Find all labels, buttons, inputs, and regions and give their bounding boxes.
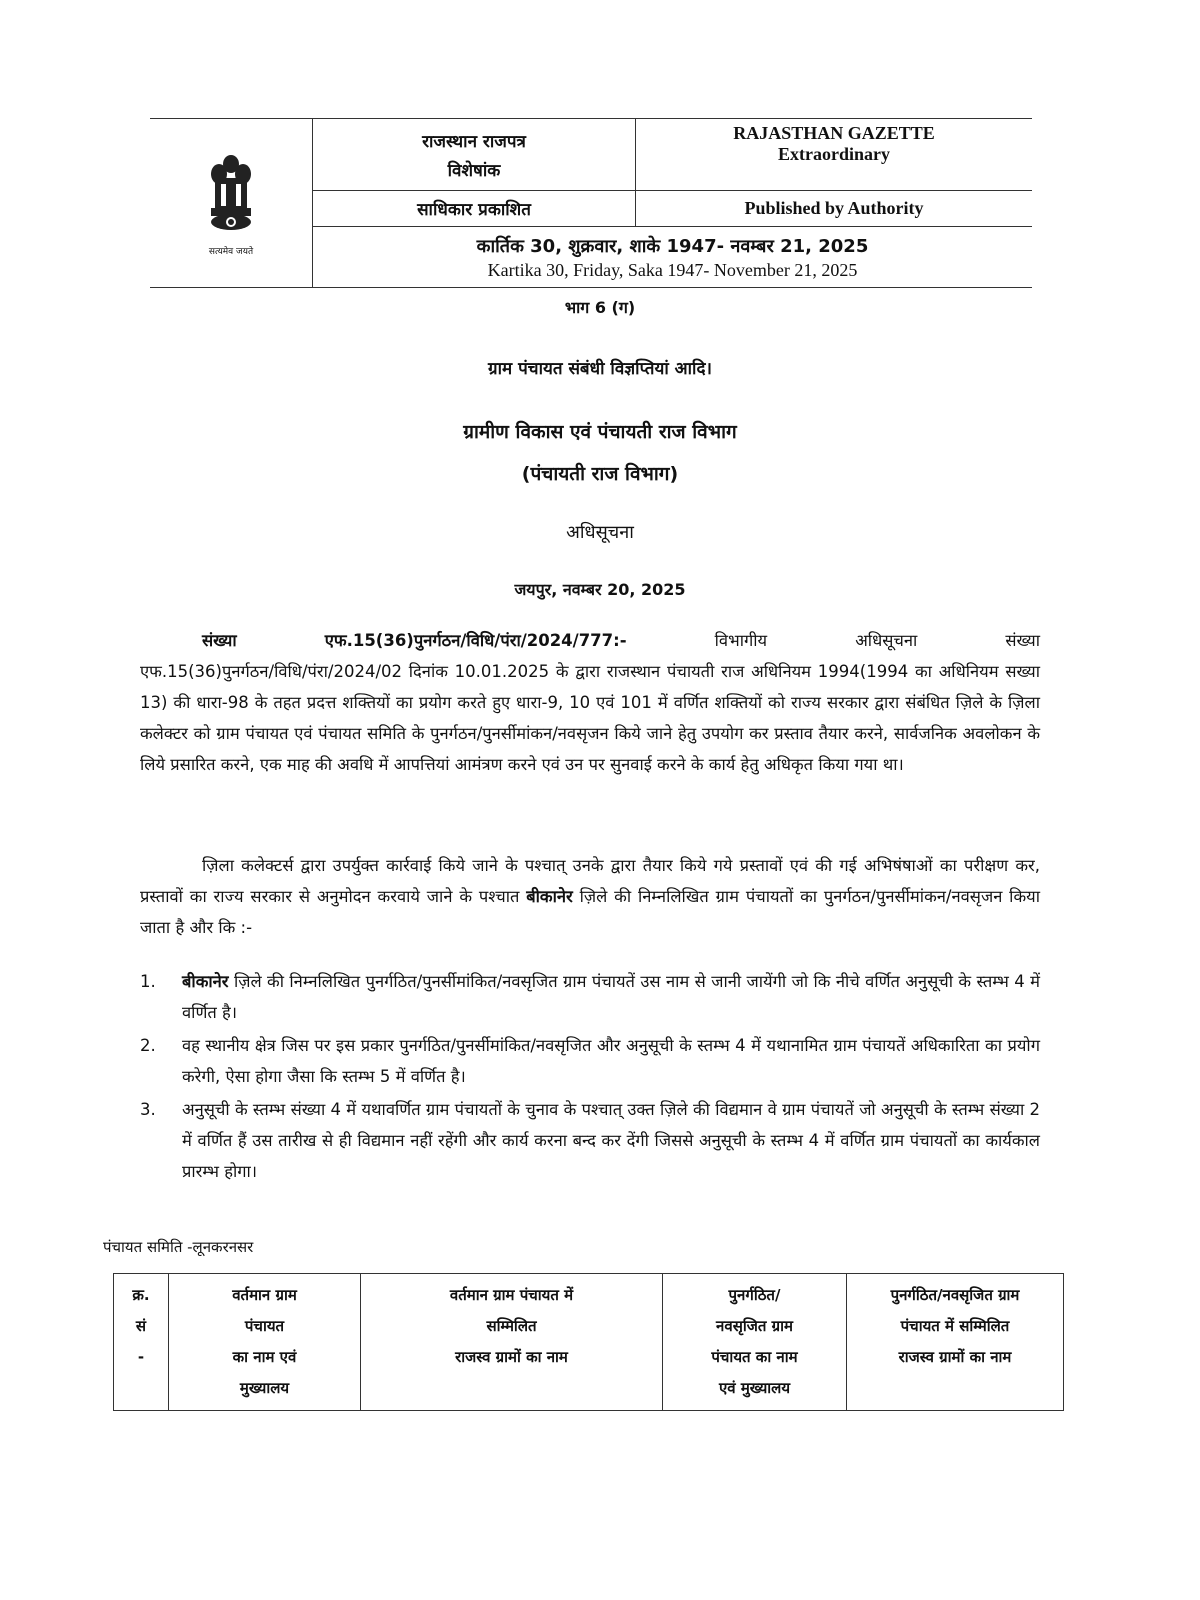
panchayat-samiti-label: पंचायत समिति -लूनकरनसर (103, 1238, 254, 1256)
part-label: भाग 6 (ग) (564, 298, 636, 317)
list-item (140, 1030, 1040, 1092)
list-item-text: अनुसूची के स्तम्भ संख्या 4 में यथावर्णित ग्राम पंचायतों के चुनाव के पश्चात् उक्त ज़िले की विद्यमान वे ग्राम पंचायतें जो अनुसूची के स्तम्भ संख्या 2 में वर्णित हैं उस तारीख से ही विद्यमान नहीं रहेंगी और कार्य करना बन्द कर देंगी जिससे अनुसूची के स्तम्भ 4 में वर्णित ग्राम पंचायतों का कार्यकाल प्रारम्भ होगा। (182, 1100, 1040, 1181)
paragraph-2-after: ज़िले की निम्नलिखित ग्राम पंचायतों का पुनर्गठन/पुनर्सीमांकन/नवसृजन किया जाता है और कि :- (140, 887, 1040, 937)
english-title-line2: Extraordinary (778, 144, 890, 164)
table-header-line: सं (135, 1317, 147, 1335)
date-cell (313, 227, 1032, 287)
english-date: Kartika 30, Friday, Saka 1947- November 21, 2025 (487, 259, 858, 280)
table-header-col-5 (847, 1274, 1064, 1411)
table-header-line: वर्तमान ग्राम पंचायत में (449, 1286, 574, 1304)
list-item-text: ज़िले की निम्नलिखित पुनर्गठित/पुनर्सीमांकित/नवसृजित ग्राम पंचायतें उस नाम से जानी जायेंगी जो कि नीचे वर्णित अनुसूची के स्तम्भ 4 में वर्णित है। (182, 972, 1040, 1022)
table-header-line: पंचायत (244, 1317, 285, 1335)
paragraph-1-lead-2: अधिसूचना (855, 631, 918, 650)
english-authority-cell (636, 191, 1032, 227)
gazette-header (150, 118, 1032, 288)
english-title-line1: RAJASTHAN GAZETTE (733, 123, 935, 143)
table-header-line: एवं मुख्यालय (718, 1379, 791, 1397)
emblem-motto: सत्यमेव जयते (208, 246, 254, 257)
english-authority: Published by Authority (744, 198, 924, 218)
table-header-line: क्र. (132, 1286, 150, 1304)
list-item-text: वह स्थानीय क्षेत्र जिस पर इस प्रकार पुनर्गठित/पुनर्सीमांकित/नवसृजित और अनुसूची के स्तम्भ 4 में यथानामित ग्राम पंचायतें अधिकारिता का प्रयोग करेगी, ऐसा होगा जैसा कि स्तम्भ 5 में वर्णित है। (182, 1036, 1040, 1086)
table-header-line: पंचायत का नाम (711, 1348, 798, 1366)
state-emblem-icon (201, 150, 261, 240)
paragraph-1 (140, 625, 1040, 780)
section-title: ग्राम पंचायत संबंधी विज्ञप्तियां आदि। (488, 359, 712, 379)
conditions-list (140, 966, 1040, 1189)
district-name: बीकानेर (526, 887, 573, 906)
table-header-line: नवसृजित ग्राम (716, 1317, 793, 1335)
paragraph-1-lead: विभागीय (714, 631, 768, 650)
hindi-title-cell (313, 119, 636, 191)
table-header-line: पुनर्गठित/ (728, 1286, 781, 1304)
paragraph-1-text: एफ.15(36)पुनर्गठन/विधि/पंरा/2024/02 दिनांक 10.01.2025 के द्वारा राजस्थान पंचायती राज अधिनियम 1994(1994 का अधिनियम सख्या 13) की धारा-98 के तहत प्रदत्त शक्तियों का प्रयोग करते हुए धारा-9, 10 एवं 101 में वर्णित शक्तियों को राज्य सरकार द्वारा संबंधित ज़िले के ज़िला कलेक्टर को ग्राम पंचायत एवं पंचायत समिति के पुनर्गठन/पुनर्सीमांकन/नवसृजन किये जाने हेतु उपयोग कर प्रस्ताव तैयार करने, सार्वजनिक अवलोकन के लिये प्रसारित करने, एक माह की अवधि में आपत्तियां आमंत्रण करने एवं उन पर सुनवाई करने के कार्य हेतु अधिकृत किया गया था। (140, 662, 1040, 774)
table-header-line: - (137, 1348, 145, 1366)
schedule-table (113, 1273, 1064, 1411)
sub-department-name: (पंचायती राज विभाग) (521, 463, 679, 485)
table-header-line: मुख्यालय (239, 1379, 290, 1397)
hindi-date: कार्तिक 30, शुक्रवार, शाके 1947- नवम्बर 21, 2025 (476, 235, 869, 257)
table-header-line: राजस्व ग्रामों का नाम (455, 1348, 568, 1366)
hindi-title-line2: विशेषांक (447, 160, 501, 181)
table-header-col-1 (114, 1274, 169, 1411)
list-item (140, 1094, 1040, 1187)
paragraph-1-lead-3: संख्या (1005, 631, 1040, 650)
hindi-authority: साधिकार प्रकाशित (417, 200, 531, 220)
table-header-line: वर्तमान ग्राम (232, 1286, 297, 1304)
paragraph-2 (140, 850, 1040, 943)
notification-number: एफ.15(36)पुनर्गठन/विधि/पंरा/2024/777:- (324, 631, 627, 650)
list-item-number: 2. (140, 1036, 156, 1055)
english-title-cell (636, 119, 1032, 191)
table-header-col-4 (663, 1274, 847, 1411)
number-label: संख्या (202, 631, 237, 650)
table-header-col-3 (361, 1274, 663, 1411)
department-name: ग्रामीण विकास एवं पंचायती राज विभाग (463, 421, 737, 443)
list-item-number: 3. (140, 1100, 156, 1119)
emblem-cell (150, 119, 313, 287)
list-item-number: 1. (140, 972, 156, 991)
table-header-line: पंचायत में सम्मिलित (900, 1317, 1010, 1335)
paragraph-2-before: ज़िला कलेक्टर्स द्वारा उपर्युक्त कार्रवाई किये जाने के पश्चात् उनके द्वारा तैयार किये गये प्रस्तावों एवं की गई अभिषंषाओं का परीक्षण कर, प्रस्तावों का राज्य सरकार से अनुमोदन करवाये जाने के पश्चात (140, 856, 1040, 906)
notification-label: अधिसूचना (566, 522, 634, 543)
table-header-row (114, 1274, 1064, 1411)
place-date: जयपुर, नवम्बर 20, 2025 (514, 580, 686, 599)
list-item-bold: बीकानेर (182, 972, 229, 991)
list-item (140, 966, 1040, 1028)
table-header-line: पुनर्गठित/नवसृजित ग्राम (890, 1286, 1020, 1304)
table-header-line: का नाम एवं (232, 1348, 297, 1366)
table-header-line: राजस्व ग्रामों का नाम (898, 1348, 1012, 1366)
table-header-line: सम्मिलित (486, 1317, 537, 1335)
hindi-title-line1: राजस्थान राजपत्र (422, 131, 526, 152)
table-header-col-2 (169, 1274, 361, 1411)
hindi-authority-cell (313, 191, 636, 227)
